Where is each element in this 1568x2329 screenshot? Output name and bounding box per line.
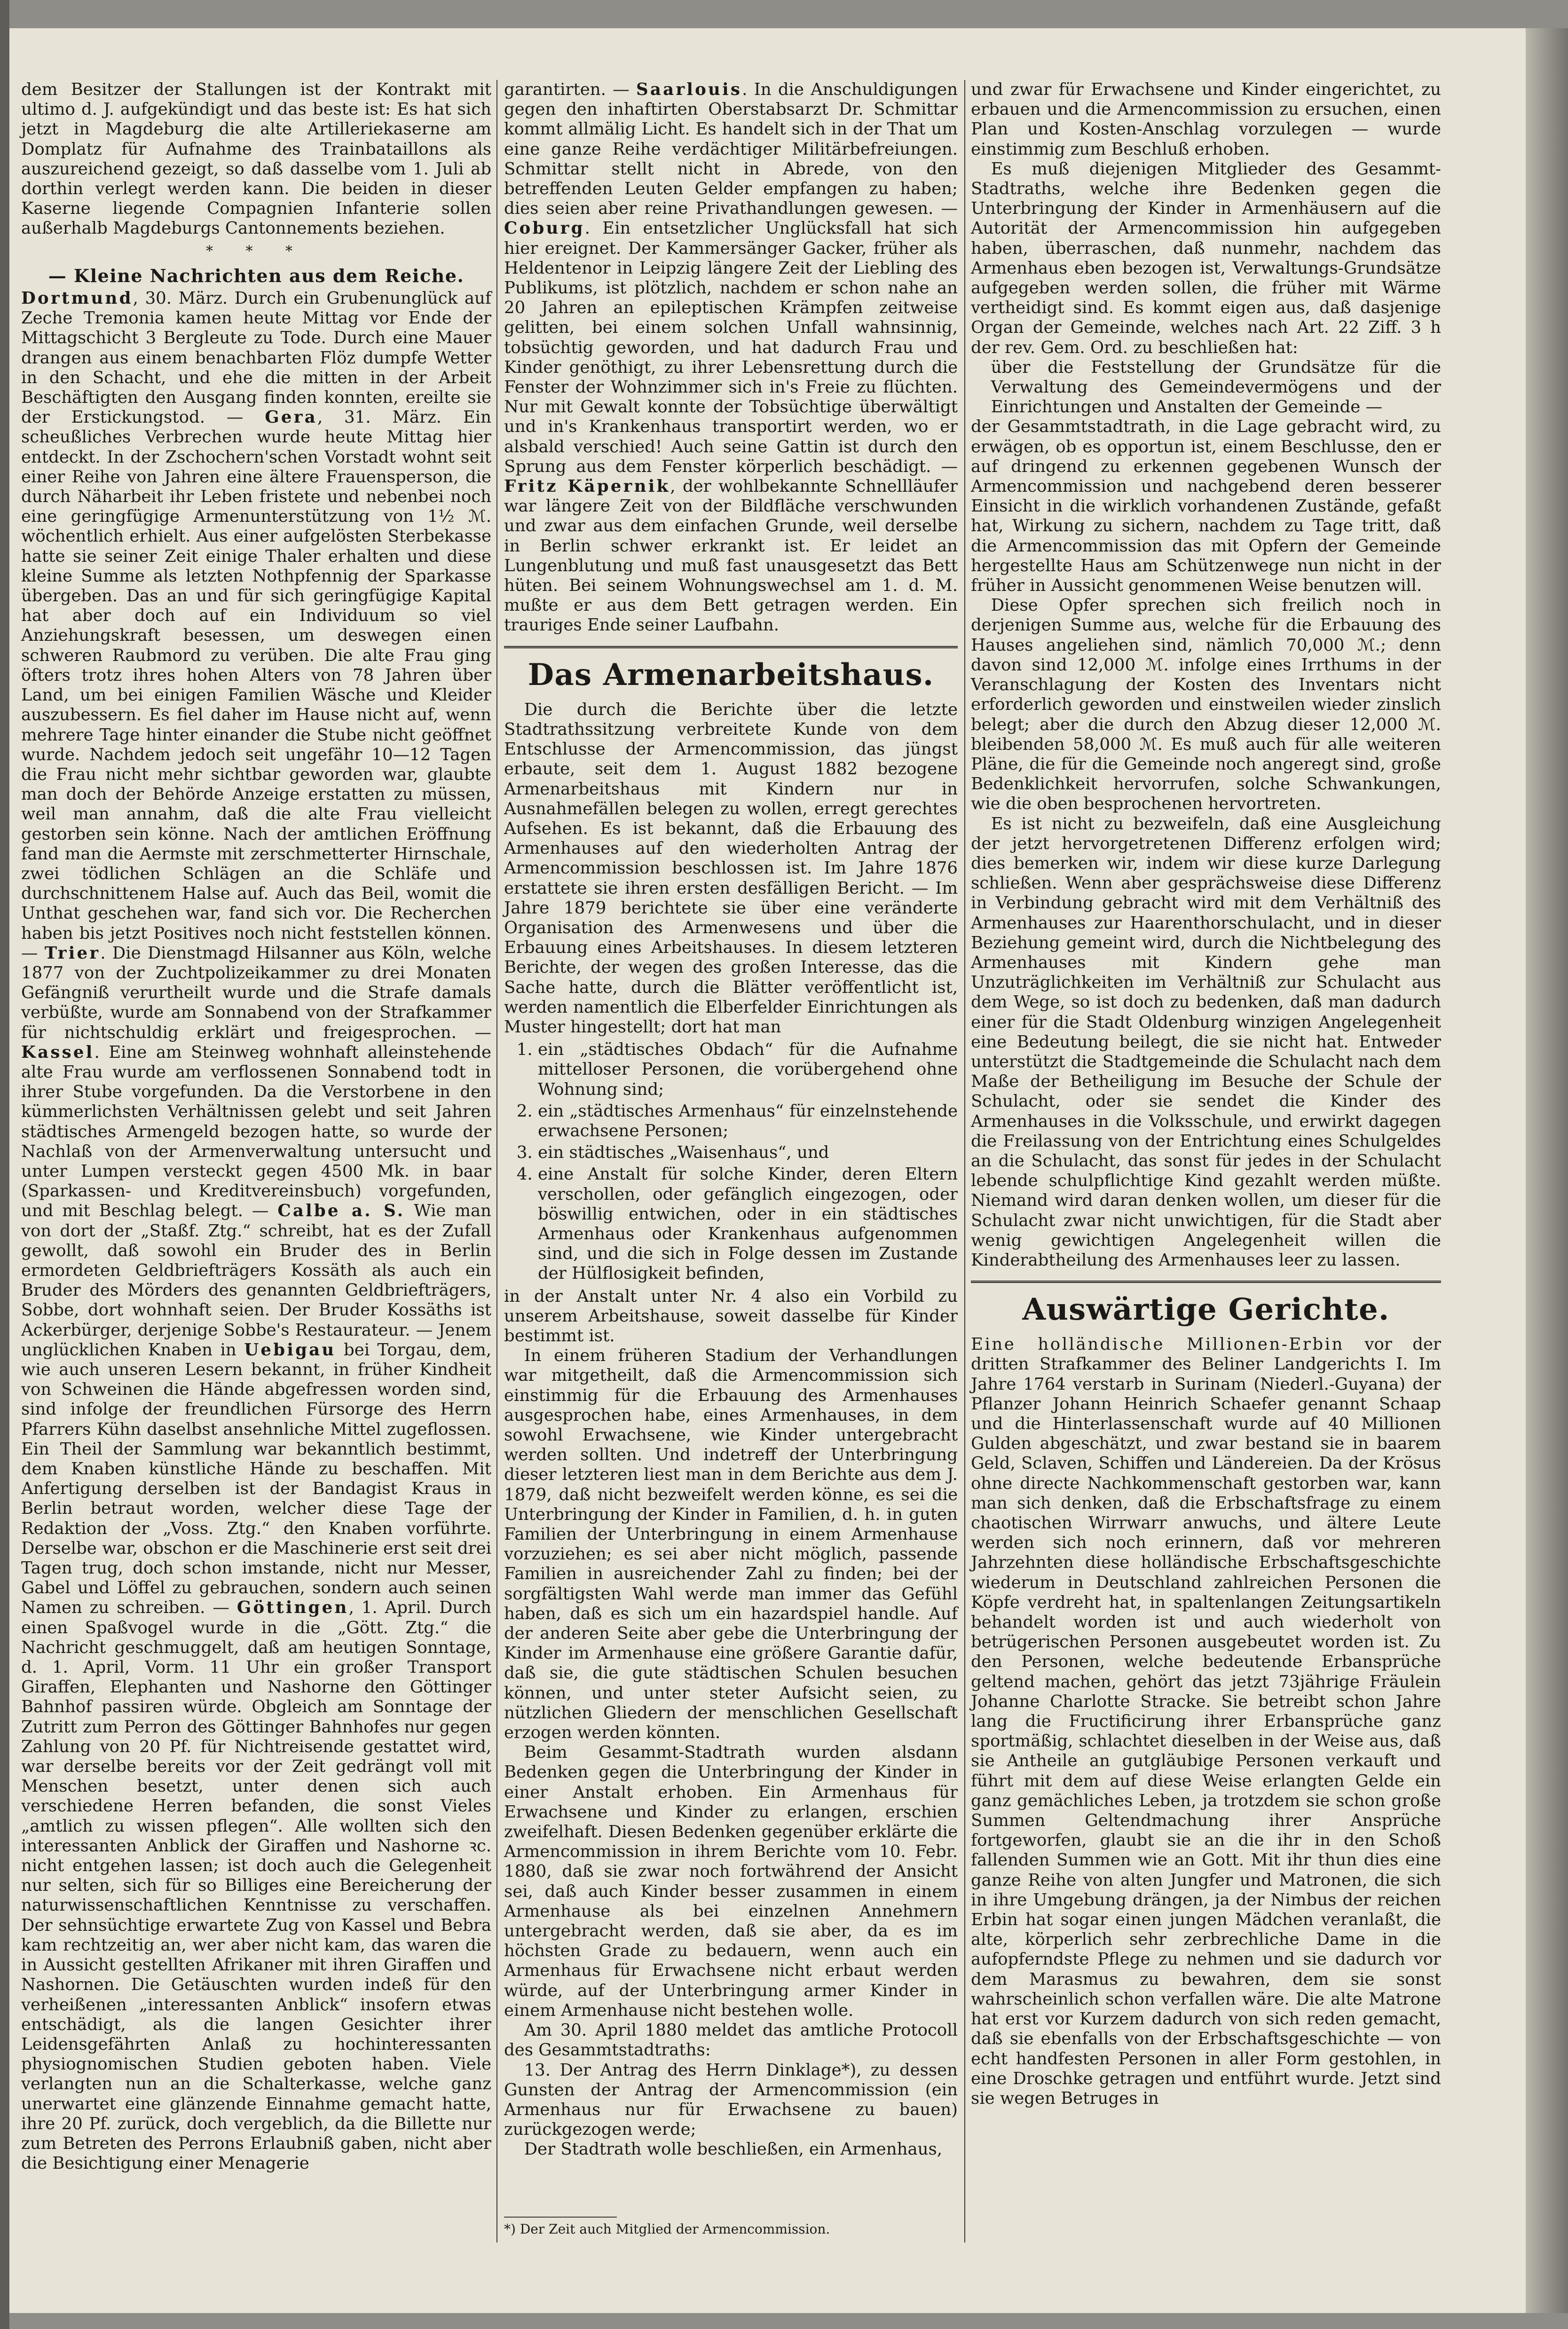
list-item: 4. eine Anstalt für solche Kinder, deren Eltern verschollen, oder gefänglich eingezogen, oder böswillig entwichen, oder in ein städtisches Armenhaus oder Krankenhaus aufgenommen sind, und die sich in Folge dessen im Zustande der Hülflosigkeit befinden, — [538, 1164, 958, 1283]
dateline: Gera — [265, 408, 317, 427]
column-3 — [971, 80, 1441, 2109]
column-1 — [21, 80, 491, 2173]
page-edge-left — [0, 0, 9, 2329]
column-rule — [496, 80, 497, 2242]
news-text: . Eine am Steinweg wohnhaft alleinstehende alte Frau wurde am verflossenen Sonnabend todt in ihrer Stube vorgefunden. Da die Verstorbene in den kümmerlichsten Verhältnissen gelebt und seit Jahren städtisches Armengeld bezogen hatte, so wurde der Nachlaß von der Armenverwaltung untersucht und unter Lumpen versteckt gegen 4500 Mk. in baar (Sparkassen- und Kreditvereinsbuch) vorgefunden, und mit Beschlag belegt. — — [21, 1042, 491, 1221]
dateline: Göttingen — [236, 1598, 349, 1618]
article-paragraph: In einem früheren Stadium der Verhandlungen war mitgetheilt, daß die Armencommission sich einstimmig für die Erbauung des Armenhauses ausgesprochen habe, eines Armenhauses, in dem sowohl Erwachsene, wie Kinder untergebracht werden sollten. Und indetreff der Unterbringung dieser letzteren liest man in dem Berichte aus dem J. 1879, daß nicht bezweifelt werden könne, es sei die Unterbringung der Kinder in Familien, d. h. in guten Familien der Unterbringung in einem Armenhause vorzuziehen; es sei aber nicht möglich, passende Familien in ausreichender Zahl zu finden; bei der sorgfältigsten Wahl werde man immer das Gefühl haben, daß es sich um ein hazardspiel handle. Auf der anderen Seite aber gebe die Unterbringung der Kinder im Armenhause eine größere Garantie dafür, daß sie, die gute städtischen Schulen besuchen können, und unter steter Aufsicht seien, zu nützlichen Gliedern der menschlichen Gesellschaft erzogen werden könnten. — [504, 1346, 958, 1743]
article-list — [504, 1040, 958, 1283]
section-separator — [504, 646, 958, 648]
quoted-paragraph: über die Feststellung der Grundsätze für die Verwaltung des Gemeindevermögens und der Einrichtungen und Anstalten der Gemeinde — — [991, 357, 1441, 417]
section-separator — [971, 1281, 1441, 1283]
article-paragraph: und zwar für Erwachsene und Kinder eingerichtet, zu erbauen und die Armencommission zu ersuchen, einen Plan und Kosten-Anschlag vorzulegen — wurde einstimmig zum Beschluß erhoben. — [971, 80, 1441, 159]
article-paragraph: Es muß diejenigen Mitglieder des Gesammt-Stadtraths, welche ihre Bedenken gegen die Unterbringung der Kinder in Armenhäusern auf die Autorität der Armencommission hin aufgegeben haben, überraschen, daß nunmehr, nachdem das Armenhaus eben bezogen ist, Verwaltungs-Grundsätze aufgegeben werden sollen, die früher mit Wärme vertheidigt sind. Es kommt eigen aus, daß dasjenige Organ der Gemeinde, welches nach Art. 22 Ziff. 3 h der rev. Gem. Ord. zu beschließen hat: — [971, 159, 1441, 357]
article-heading-armenarbeitshaus: Das Armenarbeitshaus. — [528, 657, 934, 692]
news-text: , 31. März. Ein scheußliches Verbrechen wurde heute Mittag hier entdeckt. In der Zschochern'schen Vorstadt wohnt seit einer Reihe von Jahren eine ältere Frauensperson, die durch Näharbeit ihr Leben fristete und nebenbei noch eine geringfügige Armenunterstützung von 1½ ℳ. wöchentlich erhielt. Aus einer aufgelösten Sterbekasse hatte sie seiner Zeit einige Thaler erhalten und diese kleine Summe als letzten Nothpfennig der Sparkasse übergeben. Das an und für sich geringfügige Kapital hat aber doch auf ein Individuum so viel Anziehungskraft besessen, um deswegen einen schweren Raubmord zu verüben. Die alte Frau ging öfters trotz ihres hohen Alters von 78 Jahren über Land, um bei einigen Familien Wäsche und Kleider auszubessern. Es fiel daher im Hause nicht auf, wenn mehrere Tage hinter einander die Stube nicht geöffnet wurde. Nachdem jedoch seit ungefähr 10—12 Tagen die Frau nicht mehr sichtbar geworden war, glaubte man doch der Behörde Anzeige erstatten zu müssen, weil man annahm, daß die alte Frau vielleicht gestorben sein könne. Nach der amtlichen Eröffnung fand man die Aermste mit zerschmetterter Hirnschale, zwei tödlichen Schlägen an die Schläfe und durchschnittenem Halse auf. Auch das Beil, womit die Unthat geschehen war, fand sich vor. Die Recherchen haben bis jetzt Positives noch nicht feststellen können. — — [21, 408, 491, 963]
article-paragraph: Der Stadtrath wolle beschließen, ein Armenhaus, — [524, 2140, 942, 2159]
news-text: . Die Dienstmagd Hilsanner aus Köln, welche 1877 von der Zuchtpolizeikammer zu drei Monaten Gefängniß verurtheilt wurde und die Strafe damals verbüßte, wurde am Sonnabend von der Strafkammer für nichtschuldig erklärt und freigesprochen. — — [21, 943, 491, 1042]
news-text: , 30. März. Durch ein Grubenunglück auf Zeche Tremonia kamen heute Mittag vor Ende der Mittagschicht 3 Bergleute zu Tode. Durch eine Mauer drangen aus einem benachbarten Flöz dumpfe Wetter in den Schacht, und ehe die mitten in der Arbeit Beschäftigten den Ausgang finden konnten, ereilte sie der Erstickungstod. — — [21, 289, 491, 427]
list-item: 3. ein städtisches „Waisenhaus“, und — [538, 1143, 958, 1163]
news-paragraph — [21, 289, 491, 2173]
dateline: Saarlouis — [636, 80, 742, 99]
lead-phrase: Eine holländische Millionen-Erbin — [971, 1335, 1344, 1354]
news-paragraph — [504, 80, 958, 636]
article-paragraph: 13. Der Antrag des Herrn Dinklage*), zu dessen Gunsten der Antrag der Armencommission (ein Armenhaus nur für Erwachsene zu bauen) zurückgezogen werde; — [504, 2060, 958, 2140]
section-asterism: * * * — [205, 243, 307, 260]
article-paragraph: Am 30. April 1880 meldet das amtliche Protocoll des Gesammtstadtraths: — [504, 2021, 958, 2060]
dateline: Dortmund — [21, 289, 133, 308]
article-magdeburg-end: dem Besitzer der Stallungen ist der Kontrakt mit ultimo d. J. aufgekündigt und das beste ist: Es hat sich jetzt in Magdeburg die alte Artilleriekaserne am Domplatz für Aufnahme des Trainbataillons als auszureichend gezeigt, so daß dasselbe vom 1. Juli ab dorthin verlegt werden kann. Die beiden in dieser Kaserne liegende Compagnien Infanterie sollen außerhalb Magdeburgs Cantonnements beziehen. — [21, 80, 491, 238]
column-rule — [964, 80, 965, 2242]
news-text: , der wohlbekannte Schnellläufer war längere Zeit von der Bildfläche verschwunden und zwar aus dem einfachen Grunde, weil derselbe in Berlin schwer erkrankt ist. Er leidet an Lungenblutung und muß fast unausgesetzt das Bett hüten. Bei seinem Wohnungswechsel am 1. d. M. mußte er aus dem Bett getragen werden. Ein trauriges Ende seiner Laufbahn. — [504, 477, 958, 635]
article-paragraph: Die durch die Berichte über die letzte Stadtrathssitzung verbreitete Kunde von dem Entschlusse der Armencommission, das jüngst erbaute, seit dem 1. August 1882 bezogene Armenarbeitshaus mit Kindern nur in Ausnahmefällen belegen zu wollen, erregt gerechtes Aufsehen. Es ist bekannt, daß die Erbauung des Armenhauses auf den wiederholten Antrag der Armencommission beschlossen ist. Im Jahre 1876 erstattete sie ihren ersten desfälligen Bericht. — Im Jahre 1879 berichtete sie über eine veränderte Organisation des Armenwesens und über die Erbauung eines Arbeitshauses. In diesem letzteren Berichte, der wegen des großen Interesse, das die Sache hatte, durch die Blätter veröffentlicht ist, werden namentlich die Elberfelder Einrichtungen als Muster hingestellt; dort hat man — [504, 700, 958, 1037]
list-item: 1. ein „städtisches Obdach“ für die Aufnahme mittelloser Personen, die vorübergehend ohne Wohnung sind; — [538, 1040, 958, 1100]
dateline: Coburg — [504, 219, 585, 238]
article-paragraph: der Gesammtstadtrath, in die Lage gebracht wird, zu erwägen, ob es opportun ist, einem Beschlusse, den er auf dringend zu erkennen gegebenen Wunsch der Armencommission und nachgebend deren besserer Einsicht in die wirklich vorhandenen Zustände, gefaßt hat, Wirkung zu sichern, nachdem zu Tage tritt, daß die Armencommission das mit Opfern der Gemeinde hergestellte Haus am Schützenwege nun nicht in der früher in Aussicht genommenen Weise benutzen will. — [971, 417, 1441, 596]
news-text: . In die Anschuldigungen gegen den inhaftirten Oberstabsarzt Dr. Schmittar kommt allmälig Licht. Es handelt sich in der That um eine ganze Reihe verdächtiger Militärbefreiungen. Schmittar stellt nicht in Abrede, von den betreffenden Leuten Gelder empfangen zu haben; dies seien aber reine Privathandlungen gewesen. — — [504, 80, 958, 219]
article-text: vor der dritten Strafkammer des Beliner Landgerichts I. Im Jahre 1764 verstarb in Surinam (Niederl.-Guyana) der Pflanzer Johann Heinrich Schaefer genannt Schaap und die Hinterlassenschaft wurde auf 40 Millionen Gulden abgeschätzt, und zwar bestand sie in baarem Geld, Sclaven, Schiffen und Ländereien. Da der Krösus ohne directe Nachkommenschaft gestorben war, kann man sich denken, daß die Erbschaftsfrage zu einem chaotischen Wirrwarr anwuchs, und ältere Leute werden sich noch erinnern, daß vor mehreren Jahrzehnten diese holländische Erbschaftsgeschichte wiederum in Deutschland zahlreichen Personen die Köpfe verdreht hat, in spaltenlangen Zeitungsartikeln behandelt worden ist und auch wiederholt von betrügerischen Personen ausgebeutet worden ist. Zu den Personen, welche bedeutende Erbansprüche geltend machen, gehört das jetzt 73jährige Fräulein Johanne Charlotte Stracke. Sie betreibt schon Jahre lang die Fructificirung ihrer Erbansprüche ganz sportmäßig, schlachtet dieselben in der Weise aus, daß sie Antheile an gutgläubige Personen verkauft und führt mit dem auf diese Weise erlangten Gelde ein ganz gemächliches Leben, ja trotzdem sie schon große Summen Geltendmachung ihrer Ansprüche fortgeworfen, glaubt sie an die ihr in den Schoß fallenden Summen wie an Gott. Mit ihr thun dies eine ganze Reihe von alten Jungfer und Matronen, die sich in ihre Umgebung drängen, ja der Nimbus der reichen Erbin hat sogar einen jungen Mädchen veranlaßt, die alte, körperlich sehr zerbrechliche Dame in die aufopferndste Pflege zu nehmen und sie dadurch vor dem Marasmus zu bewahren, dem sie sonst wahrscheinlich schon verfallen wäre. Die alte Matrone hat erst vor Kurzem dadurch von sich reden gemacht, daß sie ebenfalls von der Erbschaftsgeschichte — von echt handfesten Personen in aller Form gestohlen, in eine Droschke getragen und entführt wurde. Jetzt sind sie wegen Betruges in — [971, 1335, 1441, 2108]
article-paragraph: Beim Gesammt-Stadtrath wurden alsdann Bedenken gegen die Unterbringung der Kinder in einer Anstalt erhoben. Ein Armenhaus für Erwachsene und Kinder zu erlangen, erschien zweifelhaft. Diesen Bedenken gegenüber erklärte die Armencommission in ihrem Berichte vom 10. Febr. 1880, daß sie zwar noch fortwährend der Ansicht sei, daß auch Kinder besser zusammen in einem Armenhause als bei einzelnen Annehmern untergebracht werden, daß sie aber, da es im höchsten Grade zu bedauern, wenn auch ein Armenhaus für Erwachsene nicht erbaut werden würde, auf der Unterbringung armer Kinder in einem Armenhause nicht bestehen wolle. — [504, 1743, 958, 2020]
article-paragraph: in der Anstalt unter Nr. 4 also ein Vorbild zu unserem Arbeitshause, soweit dasselbe für Kinder bestimmt ist. — [504, 1286, 958, 1345]
dateline: Calbe a. S. — [277, 1201, 405, 1221]
news-text: bei Torgau, dem, wie auch unseren Lesern bekannt, in früher Kindheit von Schweinen die Hände abgefressen worden sind, sind infolge der freundlichen Fürsorge des Herrn Pfarrers Kühn daselbst ansehnliche Mittel zugeflossen. Ein Theil der Sammlung war bekanntlich bestimmt, dem Knaben künstliche Hände zu beschaffen. Mit Anfertigung derselben ist der Bandagist Kraus in Berlin betraut worden, welcher diese Tage der Redaktion der „Voss. Ztg.“ den Knaben vorführte. Derselbe war, obschon er die Maschinerie erst seit drei Tagen trug, doch schon imstande, nicht nur Messer, Gabel und Löffel zu gebrauchen, sondern auch seinen Namen zu schreiben. — — [21, 1340, 491, 1618]
page-edge-right — [1526, 28, 1568, 2313]
list-item: 2. ein „städtisches Armenhaus“ für einzelnstehende erwachsene Personen; — [538, 1102, 958, 1141]
footnote-rule — [504, 2217, 617, 2218]
column-2 — [504, 80, 958, 2160]
news-text: Wie man von dort der „Staßf. Ztg.“ schreibt, hat es der Zufall gewollt, daß sowohl ein Bruder des in Berlin ermordeten Geldbriefträgers Kossäth als auch ein Bruder des Mörders des genannten Geldbriefträgers, Sobbe, dort wohnhaft seien. Der Bruder Kossäths ist Ackerbürger, derjenige Sobbe's Restaurateur. — Jenem unglücklichen Knaben in — [21, 1201, 491, 1360]
news-text: , 1. April. Durch einen Spaßvogel wurde in die „Gött. Ztg.“ die Nachricht geschmuggelt, daß am heutigen Sonntage, d. 1. April, Vorm. 11 Uhr ein großer Transport Giraffen, Elephanten und Nashorne den Göttinger Bahnhof passiren würde. Obgleich am Sonntage der Zutritt zum Perron des Göttinger Bahnhofes nur gegen Zahlung von 20 Pf. für Nichtreisende gestattet wird, war derselbe bereits vor der Zeit gedrängt voll mit Menschen besetzt, unter denen sich auch verschiedene Herren befanden, die sonst Vieles „amtlich zu wissen pflegen“. Alle wollten sich den interessanten Anblick der Giraffen und Nashorne ꝛc. nicht entgehen lassen; ist doch auch die Gelegenheit nur selten, sich für so Billiges eine Bereicherung der naturwissenschaftlichen Kenntnisse zu verschaffen. Der sehnsüchtige erwartete Zug von Kassel und Bebra kam rechtzeitig an, wer aber nicht kam, das waren die in Aussicht gestellten Afrikaner mit ihren Giraffen und Nashornen. Die Getäuschten wurden indeß für den verheißenen „interessanten Anblick“ insofern etwas entschädigt, als die langen Gesichter ihrer Leidensgefährten Anlaß zu hochinteressanten physiognomischen Studien geboten haben. Viele verlangten nun an die Schalterkasse, welche ganz unerwartet eine glänzende Einnahme gemacht hatte, ihre 20 Pf. zurück, doch vergeblich, da die Billette nur zum Betreten des Perrons Erlaubniß gaben, nicht aber die Besichtigung einer Menagerie — [21, 1598, 491, 2173]
article-paragraph: Es ist nicht zu bezweifeln, daß eine Ausgleichung der jetzt hervorgetretenen Differenz erfolgen wird; dies bemerken wir, indem wir diese kurze Darlegung schließen. Wenn aber gesprächsweise diese Differenz in Verbindung gebracht wird mit dem Verhältniß des Armenhauses zur Haarenthorschulacht, und in dieser Beziehung gemeint wird, durch die Nichtbelegung des Armenhauses mit Kindern gehe man Unzuträglichkeiten im Verhältniß zur Schulacht aus dem Wege, so ist doch zu bedenken, daß man dadurch einer für die Stadt Oldenburg winzigen Angelegenheit eine Bedeutung beilegt, die sie nicht hat. Entweder unterstützt die Stadtgemeinde die Schulacht nach dem Maße der Betheiligung im Besuche der Schule der Schulacht, oder sie sendet die Kinder des Armenhauses in die Volksschule, und erwirkt dagegen die Freilassung von der Entrichtung eines Schulgeldes an die Schulacht, das sonst für jedes in der Schulacht lebende schulpflichtige Kind gezahlt werden müßte. Niemand wird daran denken wollen, um dieser für die Schulacht zwar nicht unwichtigen, für die Stadt aber wenig gewichtigen Angelegenheit willen die Kinderabtheilung des Armenhauses leer zu lassen. — [971, 814, 1441, 1270]
article-paragraph — [971, 1335, 1441, 2109]
news-text: . Ein entsetzlicher Unglücksfall hat sich hier ereignet. Der Kammersänger Gacker, früher als Heldentenor in Leipzig längere Zeit der Liebling des Publikums, ist plötzlich, nachdem er schon nahe an 20 Jahren an epileptischen Krämpfen zeitweise gelitten, bei einem solchen Unfall wahnsinnig, tobsüchtig geworden, und hat dadurch Frau und Kinder genöthigt, zu ihrer Lebensrettung durch die Fenster der Wohnzimmer sich in's Freie zu flüchten. Nur mit Gewalt konnte der Tobsüchtige überwältigt und in's Krankenhaus transportirt werden, wo er alsbald verschied! Auch seine Gattin ist durch den Sprung aus dem Fenster körperlich beschädigt. — — [504, 219, 958, 476]
article-paragraph: Diese Opfer sprechen sich freilich noch in derjenigen Summe aus, welche für die Erbauung des Hauses angeliehen sind, nämlich 70,000 ℳ.; denn davon sind 12,000 ℳ. infolge eines Irrthums in der Veranschlagung der Kosten des Inventars nicht erforderlich geworden und einstweilen wieder zinslich belegt; aber die durch den Abzug dieser 12,000 ℳ. bleibenden 58,000 ℳ. Es muß auch für alle weiteren Pläne, die für die Gemeinde noch angeregt sind, große Bedenklichkeit hervorrufen, solche Schwankungen, wie die oben besprochenen hervortreten. — [971, 596, 1441, 814]
section-heading-kleine-nachrichten: — Kleine Nachrichten aus dem Reiche. — [48, 265, 465, 286]
news-text: garantirten. — — [504, 80, 630, 99]
footnote: *) Der Zeit auch Mitglied der Armencommission. — [504, 2221, 830, 2237]
dateline: Kassel — [21, 1042, 95, 1062]
article-heading-auswaertige-gerichte: Auswärtige Gerichte. — [1022, 1292, 1390, 1328]
dateline: Trier — [44, 943, 101, 963]
dateline: Uebigau — [244, 1340, 336, 1360]
dateline: Fritz Käpernik — [504, 477, 670, 496]
